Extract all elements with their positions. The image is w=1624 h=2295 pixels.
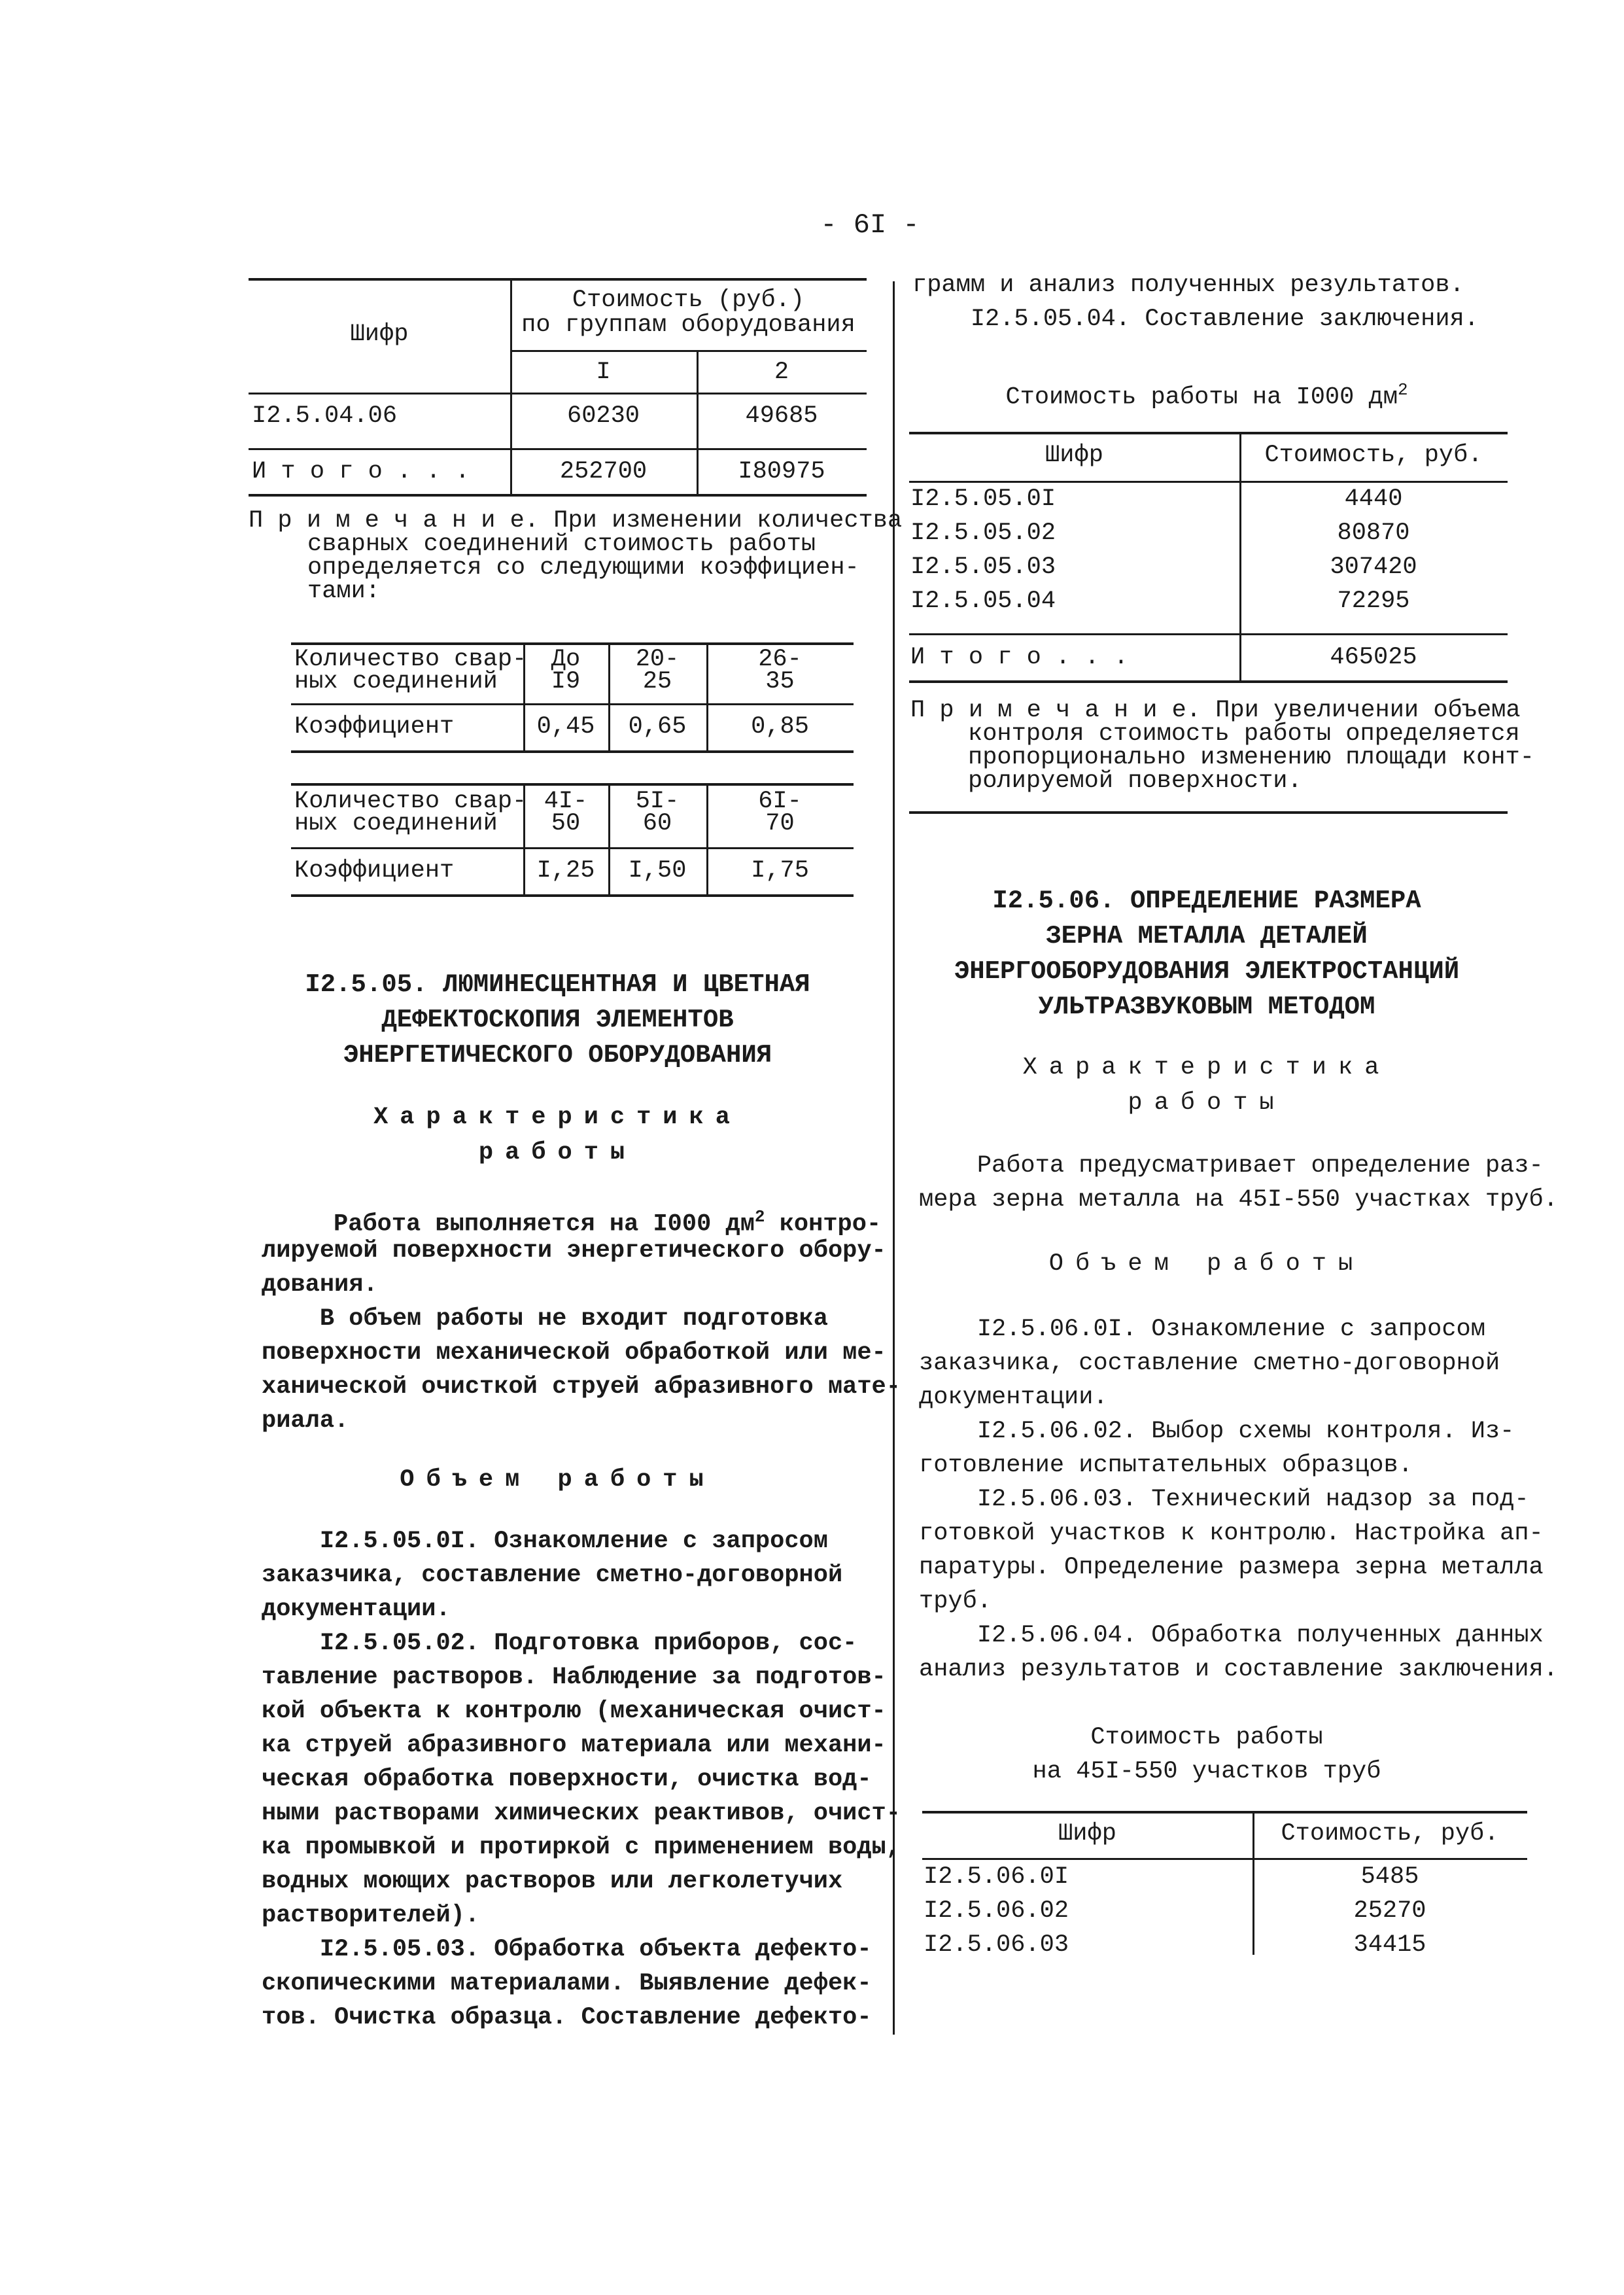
coef1-label-a: Количество свар- [294,646,527,673]
cost-caption-06-line1: Стоимость работы [1090,1724,1323,1751]
volume-05-line3: документации. [262,1596,451,1623]
volume-06-line10: I2.5.06.04. Обработка полученных данных [919,1622,1544,1649]
table1-header-cost-groups: по группам оборудования [521,311,855,339]
table3-header-code: Шифр [1058,1820,1116,1848]
coef1-c2a: 20- [635,646,680,673]
section-title-05-line3: ЭНЕРГЕТИЧЕСКОГО ОБОРУДОВАНИЯ [343,1041,772,1070]
table1-total-g2: I80975 [738,458,825,485]
volume-05-line6: кой объекта к контролю (механическая очист- [262,1698,886,1725]
volume-06-line11: анализ результатов и составление заключения. [919,1656,1558,1683]
coef1-c1a: До [551,646,581,673]
volume-06-line3: документации. [919,1384,1108,1411]
volume-05-line1: I2.5.05.0I. Ознакомление с запросом [262,1528,828,1555]
cost-caption-05: Стоимость работы на I000 $дм^2$ [1005,380,1408,412]
table1-header-cost: Стоимость (руб.) [572,287,805,314]
char-text-05-line6: ханической очисткой струей абразивного мате- [262,1373,901,1401]
coef1-label-b: ных соединений [294,668,498,695]
table3-header-cost: Стоимость, руб. [1281,1820,1499,1848]
table-row-code: I2.5.05.03 [910,553,1056,581]
table2-header-cost: Стоимость, руб. [1264,442,1483,469]
table1-group2: 2 [774,359,789,386]
char-text-06-line2: мера зерна металла на 45I-550 участках труб. [919,1186,1558,1214]
note-1-line4: тами: [307,578,381,605]
volume-05-line2: заказчика, составление сметно-договорной [262,1562,843,1589]
volume-05-line12: растворителей). [262,1902,480,1929]
table-row-cost: 80870 [1337,519,1410,547]
volume-05-line7: ка струей абразивного материала или механи- [262,1732,886,1759]
char-text-05-line7: риала. [262,1407,349,1435]
cost-caption-06-line2: на 45I-550 участков труб [1032,1758,1381,1785]
coef1-v1: 0,45 [536,713,595,741]
table1-total-label: И т о г о . . . [252,458,470,485]
section-title-05-line1: I2.5.05. ЛЮМИНЕСЦЕНТНАЯ И ЦВЕТНАЯ [305,970,810,999]
coef2-c1a: 4I- [544,788,588,815]
volume-06-line7: готовкой участков к контролю. Настройка ап- [919,1520,1544,1547]
coef2-c1b: 50 [551,810,581,837]
coef2-c3a: 6I- [758,788,802,815]
table-row-cost: 307420 [1330,553,1417,581]
volume-06-line2: заказчика, составление сметно-договорной [919,1350,1500,1377]
note-1-line1: П р и м е ч а н и е. При изменении количества [249,507,903,534]
coef2-c2a: 5I- [635,788,680,815]
coef1-c3a: 26- [758,646,802,673]
char-text-05-line4: В объем работы не входит подготовка [262,1305,828,1333]
volume-heading-06: Объем работы [1048,1250,1365,1278]
table2-total-cost: 465025 [1330,644,1417,671]
coef2-c3b: 70 [765,810,795,837]
coef1-c2b: 25 [642,668,672,695]
coef1-v3: 0,85 [751,713,809,741]
table-row-cost: 5485 [1360,1863,1419,1891]
coef2-v3: I,75 [751,857,809,885]
table-row-cost: 25270 [1353,1897,1426,1925]
table-row-cost: 4440 [1344,485,1403,513]
table-row-g1: 60230 [566,402,640,430]
table-row-code: I2.5.06.02 [924,1897,1069,1925]
table-row-code: I2.5.04.06 [252,402,398,430]
note-1-line2: сварных соединений стоимость работы [307,531,816,558]
volume-06-line9: труб. [919,1588,992,1615]
char-heading-05: Характеристика [373,1104,742,1131]
section-title-06-line4: УЛЬТРАЗВУКОВЫМ МЕТОДОМ [1038,992,1375,1021]
volume-05-line10: ка промывкой и протиркой с применением воды, [262,1834,901,1861]
table-row-code: I2.5.05.0I [910,485,1056,513]
volume-06-line8: паратуры. Определение размера зерна металла [919,1554,1544,1581]
table1-group1: I [596,359,611,386]
table2-header-code: Шифр [1045,442,1103,469]
volume-05-line11: водных моющих растворов или легколетучих [262,1868,843,1895]
volume-06-line4: I2.5.06.02. Выбор схемы контроля. Из- [919,1418,1515,1445]
char-heading-06-b: работы [1128,1089,1286,1117]
coef2-coef-label: Коэффициент [294,857,455,885]
volume-05-line13: I2.5.05.03. Обработка объекта дефекто- [262,1936,872,1963]
table-row-cost: 72295 [1337,587,1410,615]
intro-line2: I2.5.05.04. Составление заключения. [912,306,1479,333]
char-text-05-line5: поверхности механической обработкой или ме- [262,1339,886,1367]
table2-total-label: И т о г о . . . [910,644,1129,671]
section-title-06-line3: ЭНЕРГООБОРУДОВАНИЯ ЭЛЕКТРОСТАНЦИЙ [954,957,1460,986]
coef2-label-a: Количество свар- [294,788,527,815]
coef1-c1b: I9 [551,668,581,695]
volume-05-line9: ными растворами химических реактивов, очист- [262,1800,901,1827]
table-row-code: I2.5.06.0I [924,1863,1069,1891]
volume-05-line4: I2.5.05.02. Подготовка приборов, сос- [262,1630,857,1657]
char-heading-06: Характеристика [1022,1054,1391,1081]
table1-total-g1: 252700 [559,458,648,485]
intro-line1: грамм и анализ полученных результатов. [912,272,1464,299]
note-2-line4: ролируемой поверхности. [968,767,1302,795]
note-2-line2: контроля стоимость работы определяется [968,720,1520,748]
char-text-05-line3: дования. [262,1271,378,1299]
coef1-c3b: 35 [765,668,795,695]
coef2-c2b: 60 [642,810,672,837]
note-2-line3: пропорционально изменению площади конт- [968,744,1534,771]
table-row-g2: 49685 [745,402,818,430]
table-row-code: I2.5.05.04 [910,587,1056,615]
column-divider [893,281,895,2035]
table-row-cost: 34415 [1353,1931,1426,1959]
coef1-coef-label: Коэффициент [294,713,455,741]
section-title-05-line2: ДЕФЕКТОСКОПИЯ ЭЛЕМЕНТОВ [381,1006,734,1034]
section-title-06-line1: I2.5.06. ОПРЕДЕЛЕНИЕ РАЗМЕРА [992,886,1421,915]
volume-05-line8: ческая обработка поверхности, очистка вод- [262,1766,872,1793]
volume-heading-05: Объем работы [400,1466,716,1494]
volume-06-line1: I2.5.06.0I. Ознакомление с запросом [919,1316,1485,1343]
char-text-05-line2: лируемой поверхности энергетического обору- [262,1237,886,1265]
volume-05-line15: тов. Очистка образца. Составление дефекто- [262,2004,872,2031]
page-number: - 6I - [820,209,920,241]
coef1-v2: 0,65 [628,713,687,741]
volume-06-line6: I2.5.06.03. Технический надзор за под- [919,1486,1529,1513]
table1-header-code: Шифр [350,321,409,348]
coef2-v1: I,25 [536,857,595,885]
char-text-06-line1: Работа предусматривает определение раз- [919,1152,1544,1180]
char-heading-05-b: работы [478,1139,637,1166]
section-rule [909,811,1508,814]
coef2-v2: I,50 [628,857,687,885]
coef2-label-b: ных соединений [294,810,498,837]
table-row-code: I2.5.05.02 [910,519,1056,547]
section-title-06-line2: ЗЕРНА МЕТАЛЛА ДЕТАЛЕЙ [1046,922,1368,951]
note-2-line1: П р и м е ч а н и е. При увеличении объема [910,697,1521,724]
volume-06-line5: готовление испытательных образцов. [919,1452,1413,1479]
char-text-05-line1: Работа выполняется на I000 $дм^2$ контро- [334,1207,882,1238]
volume-05-line14: скопическими материалами. Выявление дефек- [262,1970,872,1997]
table-row-code: I2.5.06.03 [924,1931,1069,1959]
note-1-line3: определяется со следующими коэффициен- [307,554,859,582]
volume-05-line5: тавление растворов. Наблюдение за подготов- [262,1664,886,1691]
